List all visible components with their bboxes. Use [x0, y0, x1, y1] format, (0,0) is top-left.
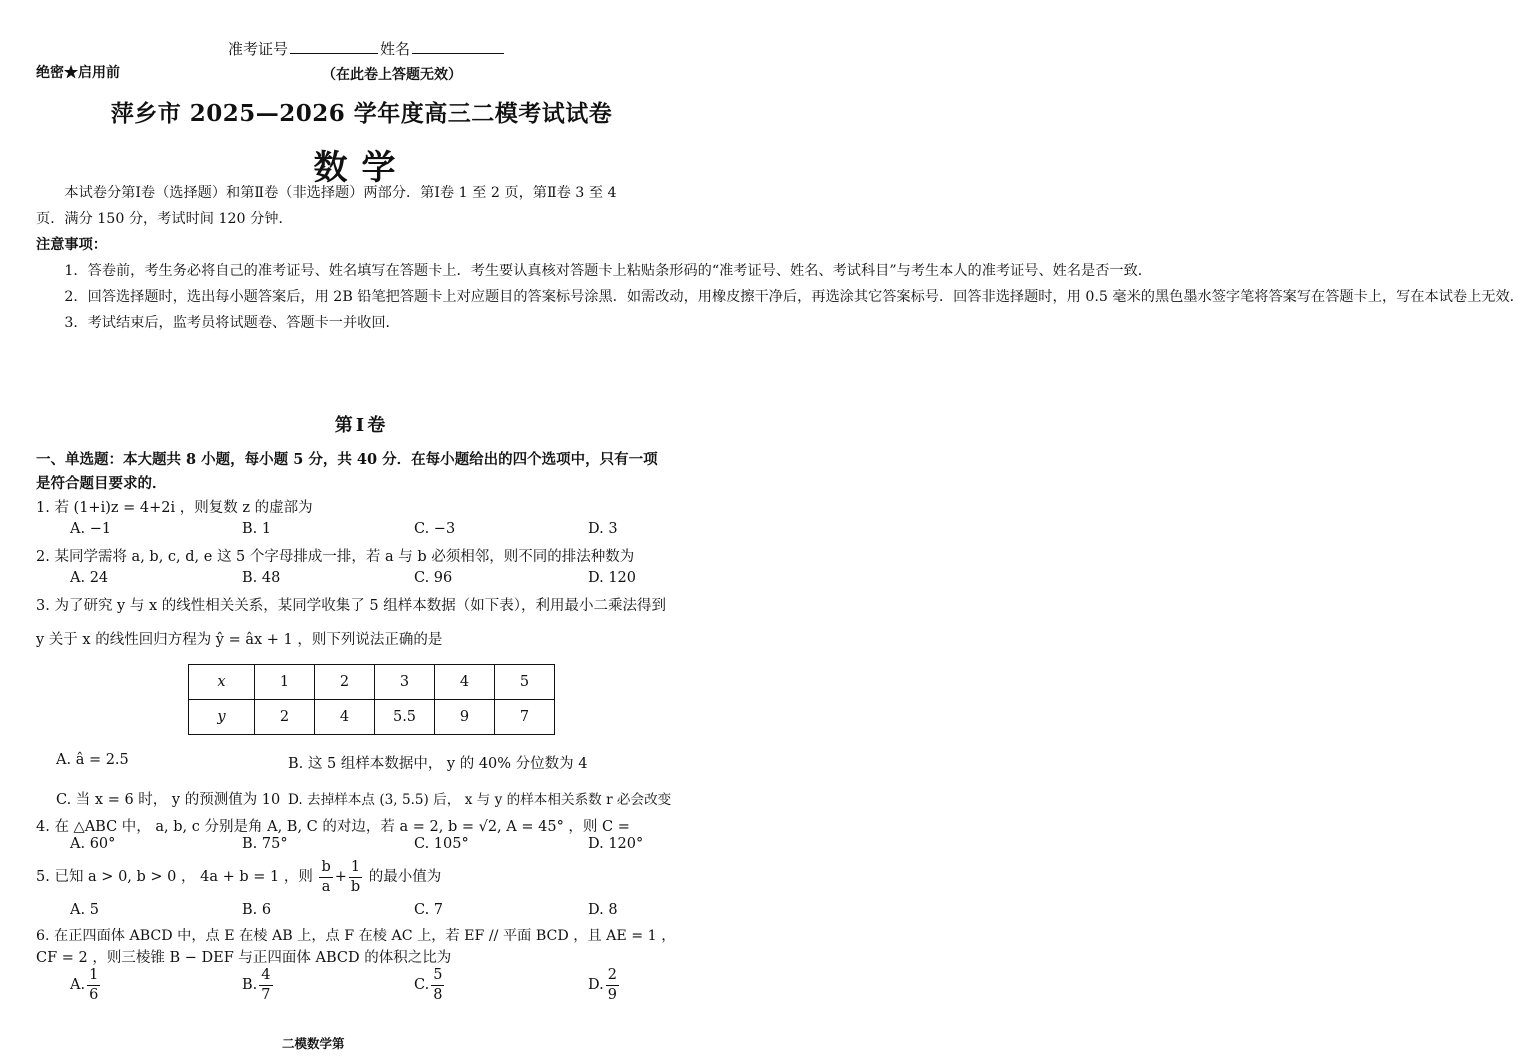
- section-title: 第Ⅰ卷: [334, 415, 389, 436]
- table-row-x: [189, 665, 555, 700]
- table-cell: 4: [435, 665, 495, 700]
- fraction-numerator: 1: [87, 968, 100, 986]
- q1-option-a[interactable]: A. −1: [70, 521, 112, 537]
- exam-header-line: [228, 38, 506, 59]
- fraction-numerator: 5: [431, 968, 444, 986]
- table-row-y: [189, 700, 555, 735]
- q5-option-a[interactable]: A. 5: [70, 902, 99, 918]
- q4-option-c[interactable]: C. 105°: [414, 836, 469, 852]
- notes-heading: 注意事项：: [36, 237, 107, 253]
- q1-stem: 1. 若 (1+i)z = 4+2i ，则复数 z 的虚部为: [36, 500, 313, 516]
- q1-option-d[interactable]: D. 3: [588, 521, 618, 537]
- q5-option-d[interactable]: D. 8: [588, 902, 618, 918]
- name-blank[interactable]: [412, 39, 504, 54]
- note-2: 2．回答选择题时，选出每小题答案后，用 2B 铅笔把答题卡上对应题目的答案标号涂黑．如需改动，用橡皮擦干净后，再选涂其它答案标号．回答非选择题时，用 0.5 毫米的黑色墨水签字笔将答案写在答题卡上，写在本试卷上无效．: [64, 289, 1524, 305]
- fraction-denominator: 9: [607, 986, 617, 1003]
- fraction-denominator: 7: [261, 986, 271, 1003]
- q5-fraction-1-over-b: [349, 860, 362, 894]
- q5-stem-pre: 5. 已知 a > 0, b > 0 ， 4a + b = 1 ，则: [36, 869, 313, 885]
- fraction-numerator: 1: [349, 860, 362, 878]
- option-label: C.: [414, 977, 430, 993]
- q2-option-a[interactable]: A. 24: [70, 570, 109, 586]
- q5-stem: [36, 860, 441, 894]
- instructions-block: [36, 180, 1524, 336]
- table-header-x: x: [189, 665, 255, 700]
- q6-line-1: 6. 在正四面体 ABCD 中，点 E 在棱 AB 上，点 F 在棱 AC 上，若 EF // 平面 BCD ，且 AE = 1 ，: [36, 928, 676, 944]
- q2-option-d[interactable]: D. 120: [588, 570, 637, 586]
- table-cell: 5: [495, 665, 555, 700]
- table-cell: 4: [315, 700, 375, 735]
- q3-option-b[interactable]: B. 这 5 组样本数据中， y 的 40% 分位数为 4: [288, 756, 588, 772]
- fraction-denominator: 6: [89, 986, 99, 1003]
- q4-option-a[interactable]: A. 60°: [70, 836, 116, 852]
- q5-fraction-b-over-a: [319, 860, 332, 894]
- note-3: 3．考试结束后，监考员将试题卷、答题卡一并收回．: [64, 315, 400, 331]
- table-cell: 2: [315, 665, 375, 700]
- option-fraction: [87, 968, 100, 1002]
- q2-option-b[interactable]: B. 48: [242, 570, 281, 586]
- q1-option-c[interactable]: C. −3: [414, 521, 456, 537]
- name-label: 姓名: [380, 40, 411, 58]
- q3-line-2: y 关于 x 的线性回归方程为 ŷ = âx + 1 ，则下列说法正确的是: [36, 632, 443, 648]
- q5-stem-post: 的最小值为: [368, 869, 442, 885]
- q3-option-a[interactable]: A. â = 2.5: [56, 752, 129, 768]
- exam-title: 萍乡市 2025—2026 学年度高三二模考试试卷: [110, 100, 613, 127]
- option-label: A.: [70, 977, 86, 993]
- secret-mark: 绝密★启用前: [36, 65, 120, 81]
- q4-option-b[interactable]: B. 75°: [242, 836, 288, 852]
- table-cell: 9: [435, 700, 495, 735]
- intro-line-1: 本试卷分第Ⅰ卷（选择题）和第Ⅱ卷（非选择题）两部分．第Ⅰ卷 1 至 2 页，第Ⅱ卷 3 至 4: [64, 185, 617, 201]
- part1-line-2: 是符合题目要求的．: [36, 475, 167, 492]
- note-1: 1．答卷前，考生务必将自己的准考证号、姓名填写在答题卡上．考生要认真核对答题卡上粘贴条形码的“准考证号、姓名、考试科目”与考生本人的准考证号、姓名是否一致．: [64, 263, 1152, 279]
- q3-option-d[interactable]: D. 去掉样本点 (3, 5.5) 后， x 与 y 的样本相关系数 r 必会改变: [288, 792, 672, 808]
- table-header-y: y: [189, 700, 255, 735]
- q5-option-c[interactable]: C. 7: [414, 902, 444, 918]
- q2-option-c[interactable]: C. 96: [414, 570, 453, 586]
- q1-option-b[interactable]: B. 1: [242, 521, 272, 537]
- intro-line-2: 页．满分 150 分，考试时间 120 分钟．: [36, 211, 293, 227]
- q6-line-2: CF = 2 ，则三棱锥 B − DEF 与正四面体 ABCD 的体积之比为: [36, 950, 452, 966]
- q4-option-d[interactable]: D. 120°: [588, 836, 644, 852]
- table-cell: 7: [495, 700, 555, 735]
- q4-stem: 4. 在 △ABC 中， a, b, c 分别是角 A, B, C 的对边，若 a = 2, b = √2, A = 45° ，则 C =: [36, 819, 630, 835]
- table-cell: 5.5: [375, 700, 435, 735]
- fraction-denominator: a: [321, 878, 331, 895]
- id-label: 准考证号: [228, 40, 289, 58]
- q6-option-c[interactable]: [414, 968, 446, 1002]
- fraction-numerator: 4: [259, 968, 272, 986]
- option-label: D.: [588, 977, 604, 993]
- fraction-denominator: 8: [433, 986, 443, 1003]
- table-cell: 1: [255, 665, 315, 700]
- option-label: B.: [242, 977, 258, 993]
- fraction-numerator: 2: [606, 968, 619, 986]
- table-cell: 3: [375, 665, 435, 700]
- option-fraction: [259, 968, 272, 1002]
- q6-option-b[interactable]: [242, 968, 275, 1002]
- q3-option-c[interactable]: C. 当 x = 6 时， y 的预测值为 10: [56, 792, 281, 808]
- invalid-note: （在此卷上答题无效）: [322, 67, 462, 83]
- id-blank[interactable]: [290, 39, 378, 54]
- q3-line-1: 3. 为了研究 y 与 x 的线性相关关系，某同学收集了 5 组样本数据（如下表），利用最小二乘法得到: [36, 598, 666, 614]
- fraction-denominator: b: [350, 878, 361, 895]
- q2-stem: 2. 某同学需将 a, b, c, d, e 这 5 个字母排成一排，若 a 与 b 必须相邻，则不同的排法种数为: [36, 549, 635, 565]
- page-footer: 二模数学第: [282, 1036, 345, 1051]
- q5-option-b[interactable]: B. 6: [242, 902, 272, 918]
- option-fraction: [431, 968, 444, 1002]
- fraction-numerator: b: [319, 860, 332, 878]
- table-cell: 2: [255, 700, 315, 735]
- subject-title: 数学: [313, 148, 410, 188]
- q6-option-d[interactable]: [588, 968, 621, 1002]
- plus-sign: +: [334, 869, 347, 885]
- q3-data-table: [188, 664, 555, 735]
- option-fraction: [606, 968, 619, 1002]
- q6-option-a[interactable]: [70, 968, 102, 1002]
- part1-line-1: 一、单选题：本大题共 8 小题，每小题 5 分，共 40 分．在每小题给出的四个选项中，只有一项: [36, 451, 658, 468]
